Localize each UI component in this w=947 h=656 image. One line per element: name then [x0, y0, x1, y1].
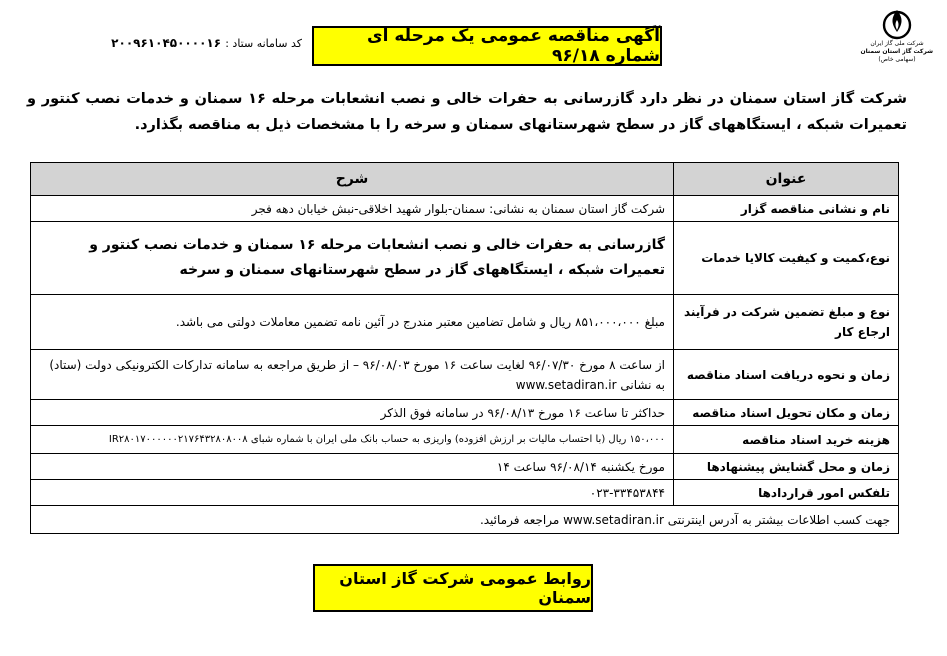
setad-code-label: کد سامانه ستاد :	[225, 37, 302, 50]
company-logo	[861, 6, 933, 68]
gas-flame-icon	[880, 6, 914, 40]
row-label: هزینه خرید اسناد مناقصه	[674, 426, 899, 454]
more-info-note: جهت کسب اطلاعات بیشتر به آدرس اینترنتی www.setadiran.ir مراجعه فرمائید.	[31, 506, 899, 534]
row-desc: مورخ یکشنبه ۹۶/۰۸/۱۴ ساعت ۱۴	[31, 454, 674, 480]
notice-title: آگهی مناقصه عمومی یک مرحله ای شماره ۹۶/۱۸	[312, 26, 662, 66]
table-row	[31, 196, 899, 222]
row-desc: شرکت گاز استان سمنان به نشانی: سمنان-بلوار شهید اخلاقی-نبش خیابان دهه فجر	[31, 196, 674, 222]
row-desc: گازرسانی به حفرات خالی و نصب انشعابات مرحله ۱۶ سمنان و خدمات نصب کنتور و تعمیرات شبکه ، ایستگاههای گاز در سطح شهرستانهای سمنان و سرخه	[31, 222, 674, 295]
header-title-cell: عنوان	[674, 163, 899, 196]
public-relations-signature: روابط عمومی شرکت گاز استان سمنان	[313, 564, 593, 612]
row-desc: از ساعت ۸ مورخ ۹۶/۰۷/۳۰ لغایت ساعت ۱۶ مورخ ۹۶/۰۸/۰۳ – از طریق مراجعه به سامانه تدارکات الکترونیکی دولت (ستاد) به نشانی www.setadiran.ir	[31, 350, 674, 400]
row-label: نوع،کمیت و کیفیت کالایا خدمات	[674, 222, 899, 295]
table-row	[31, 350, 899, 400]
table-row	[31, 480, 899, 506]
setad-code	[66, 36, 302, 50]
row-label: زمان و نحوه دریافت اسناد مناقصه	[674, 350, 899, 400]
intro-paragraph: شرکت گاز استان سمنان در نظر دارد گازرسانی به حفرات خالی و نصب انشعابات مرحله ۱۶ سمنان و خدمات نصب کنتور و تعمیرات شبکه ، ایستگاههای گاز در سطح شهرستانهای سمنان و سرخه را با مشخصات ذیل به مناقصه بگذارد.	[27, 91, 907, 133]
row-desc: ۰۲۳-۳۳۴۵۳۸۴۴	[31, 480, 674, 506]
row-desc: مبلغ ۸۵۱،۰۰۰،۰۰۰ ریال و شامل تضامین معتبر مندرج در آئین نامه تضمین معاملات دولتی می باشد.	[31, 295, 674, 350]
table-row	[31, 400, 899, 426]
row-desc: حداکثر تا ساعت ۱۶ مورخ ۹۶/۰۸/۱۳ در سامانه فوق الذکر	[31, 400, 674, 426]
row-label: زمان و محل گشایش پیشنهادها	[674, 454, 899, 480]
row-label: نوع و مبلغ تضمین شرکت در فرآیند ارجاع کار	[674, 295, 899, 350]
logo-line-1: شرکت ملی گاز ایران	[870, 40, 924, 47]
tender-details-table	[30, 162, 899, 534]
row-label: تلفکس امور قراردادها	[674, 480, 899, 506]
table-header-row	[31, 163, 899, 196]
table-row	[31, 454, 899, 480]
table-row	[31, 222, 899, 295]
row-label: زمان و مکان تحویل اسناد مناقصه	[674, 400, 899, 426]
footer-note-row	[31, 506, 899, 534]
table-row	[31, 426, 899, 454]
row-label: نام و نشانی مناقصه گزار	[674, 196, 899, 222]
row-desc: ۱۵۰،۰۰۰ ریال (با احتساب مالیات بر ارزش افزوده) واریزی به حساب بانک ملی ایران با شماره شبای IR۲۸۰۱۷۰۰۰۰۰۰۲۱۷۶۴۳۲۸۰۸۰۰۸	[31, 426, 674, 454]
table-row	[31, 295, 899, 350]
header-desc-cell: شرح	[31, 163, 674, 196]
setad-code-value: ۲۰۰۹۶۱۰۴۵۰۰۰۰۱۶	[111, 36, 222, 50]
logo-line-3: (سهامی خاص)	[878, 56, 916, 63]
logo-line-2: شرکت گاز استان سمنان	[860, 48, 933, 55]
